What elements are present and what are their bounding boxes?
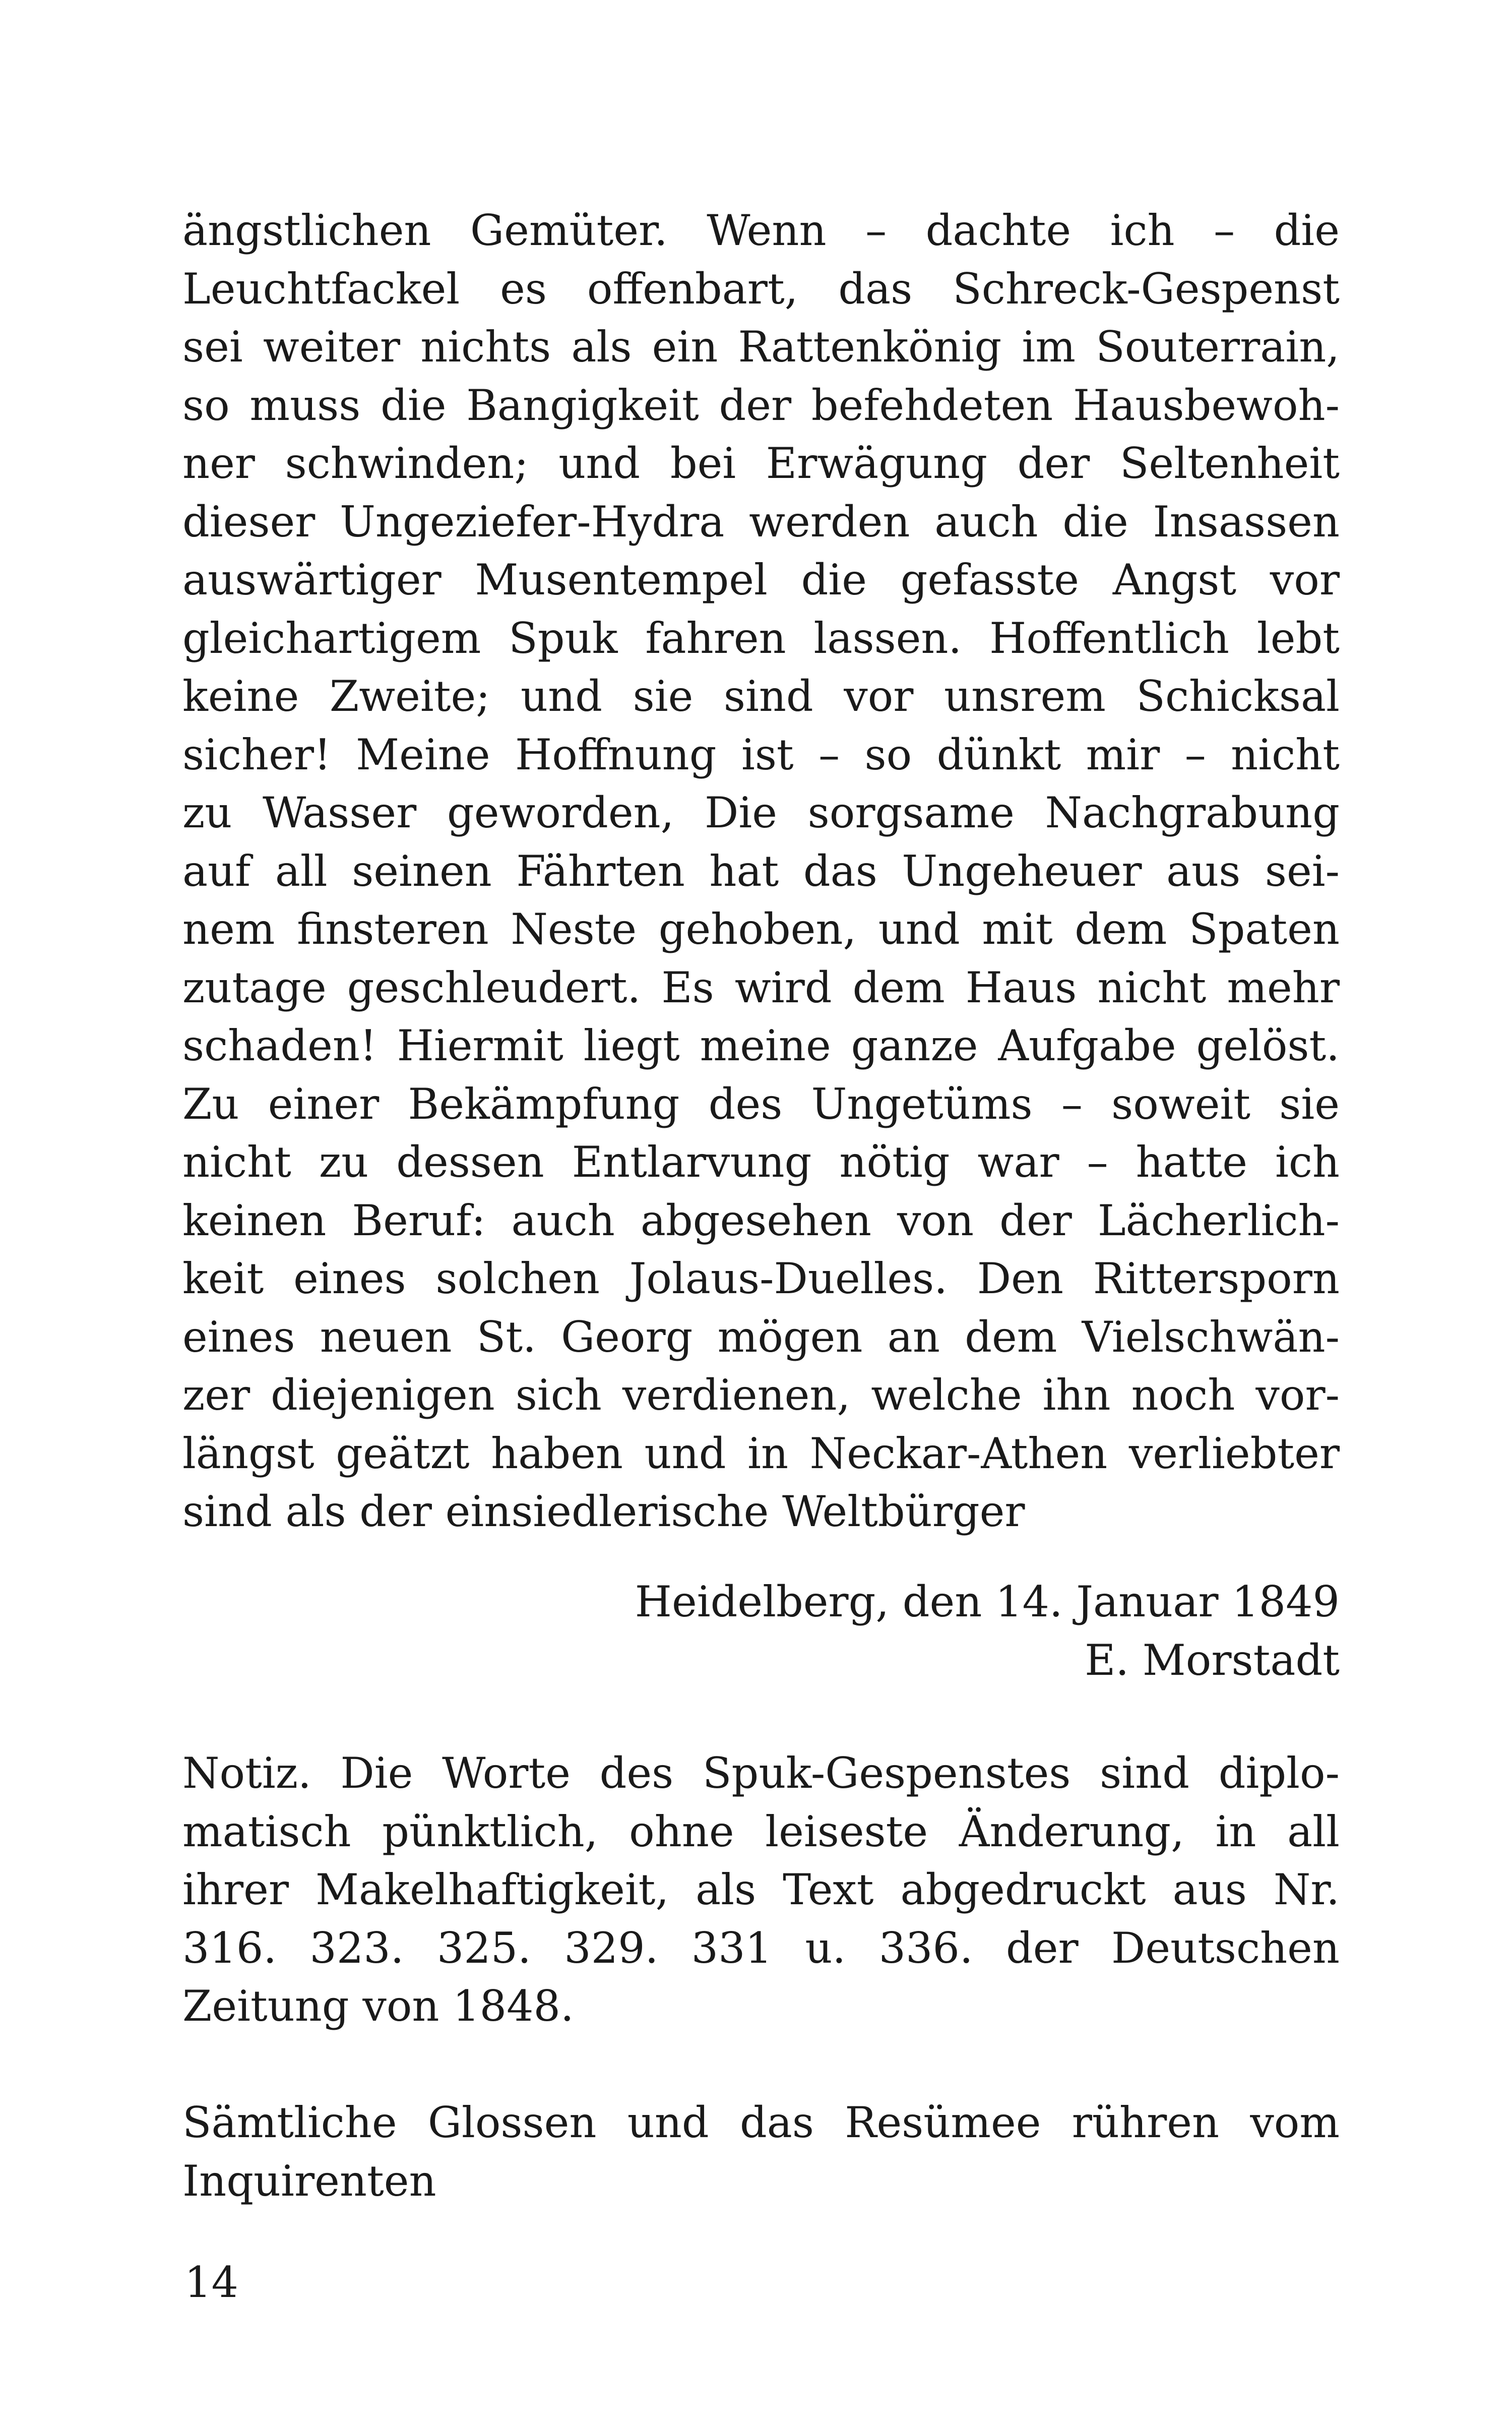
text-line: matisch pünktlich, ohne leiseste Änderung, in all — [182, 1806, 1340, 1856]
text-line: ihrer Makelhaftigkeit, als Text abgedruckt aus Nr. — [182, 1865, 1340, 1914]
text-line: sicher! Meine Hoffnung ist – so dünkt mir – nicht — [182, 730, 1340, 779]
text-line: auswärtiger Musentempel die gefasste Angst vor — [182, 555, 1340, 604]
text-line: zutage geschleudert. Es wird dem Haus nicht mehr — [182, 962, 1340, 1012]
text-line: Leuchtfackel es offenbart, das Schreck-Gespenst — [182, 264, 1340, 314]
text-line: Zeitung von 1848. — [182, 1981, 574, 2031]
summary-paragraph — [182, 2094, 1340, 2210]
text-line: nicht zu dessen Entlarvung nötig war – hatte ich — [182, 1137, 1340, 1187]
page-number: 14 — [184, 2258, 238, 2307]
text-line: ängstlichen Gemüter. Wenn – dachte ich – die — [182, 206, 1340, 255]
place-date: Heidelberg, den 14. Januar 1849 — [635, 1577, 1340, 1626]
text-line: ner schwinden; und bei Erwägung der Seltenheit — [182, 439, 1340, 488]
text-line: keit eines solchen Jolaus-Duelles. Den Rittersporn — [182, 1254, 1340, 1303]
text-line: nem finsteren Neste gehoben, und mit dem Spaten — [182, 904, 1340, 954]
text-line: 316. 323. 325. 329. 331 u. 336. der Deutschen — [182, 1923, 1340, 1973]
text-line: Zu einer Bekämpfung des Ungetüms – soweit sie — [182, 1079, 1340, 1129]
text-line: gleichartigem Spuk fahren lassen. Hoffentlich lebt — [182, 613, 1340, 663]
text-line: sei weiter nichts als ein Rattenkönig im Souterrain, — [182, 322, 1340, 372]
text-line: Inquirenten — [182, 2156, 436, 2206]
text-line: keinen Beruf: auch abgesehen von der Lächerlich- — [182, 1195, 1340, 1245]
text-line: auf all seinen Fährten hat das Ungeheuer aus sei- — [182, 846, 1340, 896]
text-line: zu Wasser geworden, Die sorgsame Nachgrabung — [182, 788, 1340, 837]
text-line: Notiz. Die Worte des Spuk-Gespenstes sind diplo- — [182, 1748, 1340, 1798]
author-name: E. Morstadt — [1085, 1635, 1340, 1685]
text-line: keine Zweite; und sie sind vor unsrem Schicksal — [182, 672, 1340, 721]
text-line: eines neuen St. Georg mögen an dem Vielschwän- — [182, 1312, 1340, 1362]
text-line: schaden! Hiermit liegt meine ganze Aufgabe gelöst. — [182, 1021, 1340, 1070]
signature-block — [635, 1573, 1340, 1689]
text-line: dieser Ungeziefer-Hydra werden auch die Insassen — [182, 497, 1340, 547]
text-line: zer diejenigen sich verdienen, welche ihn noch vor- — [182, 1370, 1340, 1420]
text-line: sind als der einsiedlerische Weltbürger — [182, 1487, 1025, 1536]
note-paragraph — [182, 1744, 1340, 2036]
main-paragraph — [182, 202, 1340, 1541]
text-line: so muss die Bangigkeit der befehdeten Hausbewoh- — [182, 380, 1340, 430]
text-line: Sämtliche Glossen und das Resümee rühren vom — [182, 2098, 1340, 2147]
text-line: längst geätzt haben und in Neckar-Athen verliebter — [182, 1428, 1340, 1478]
